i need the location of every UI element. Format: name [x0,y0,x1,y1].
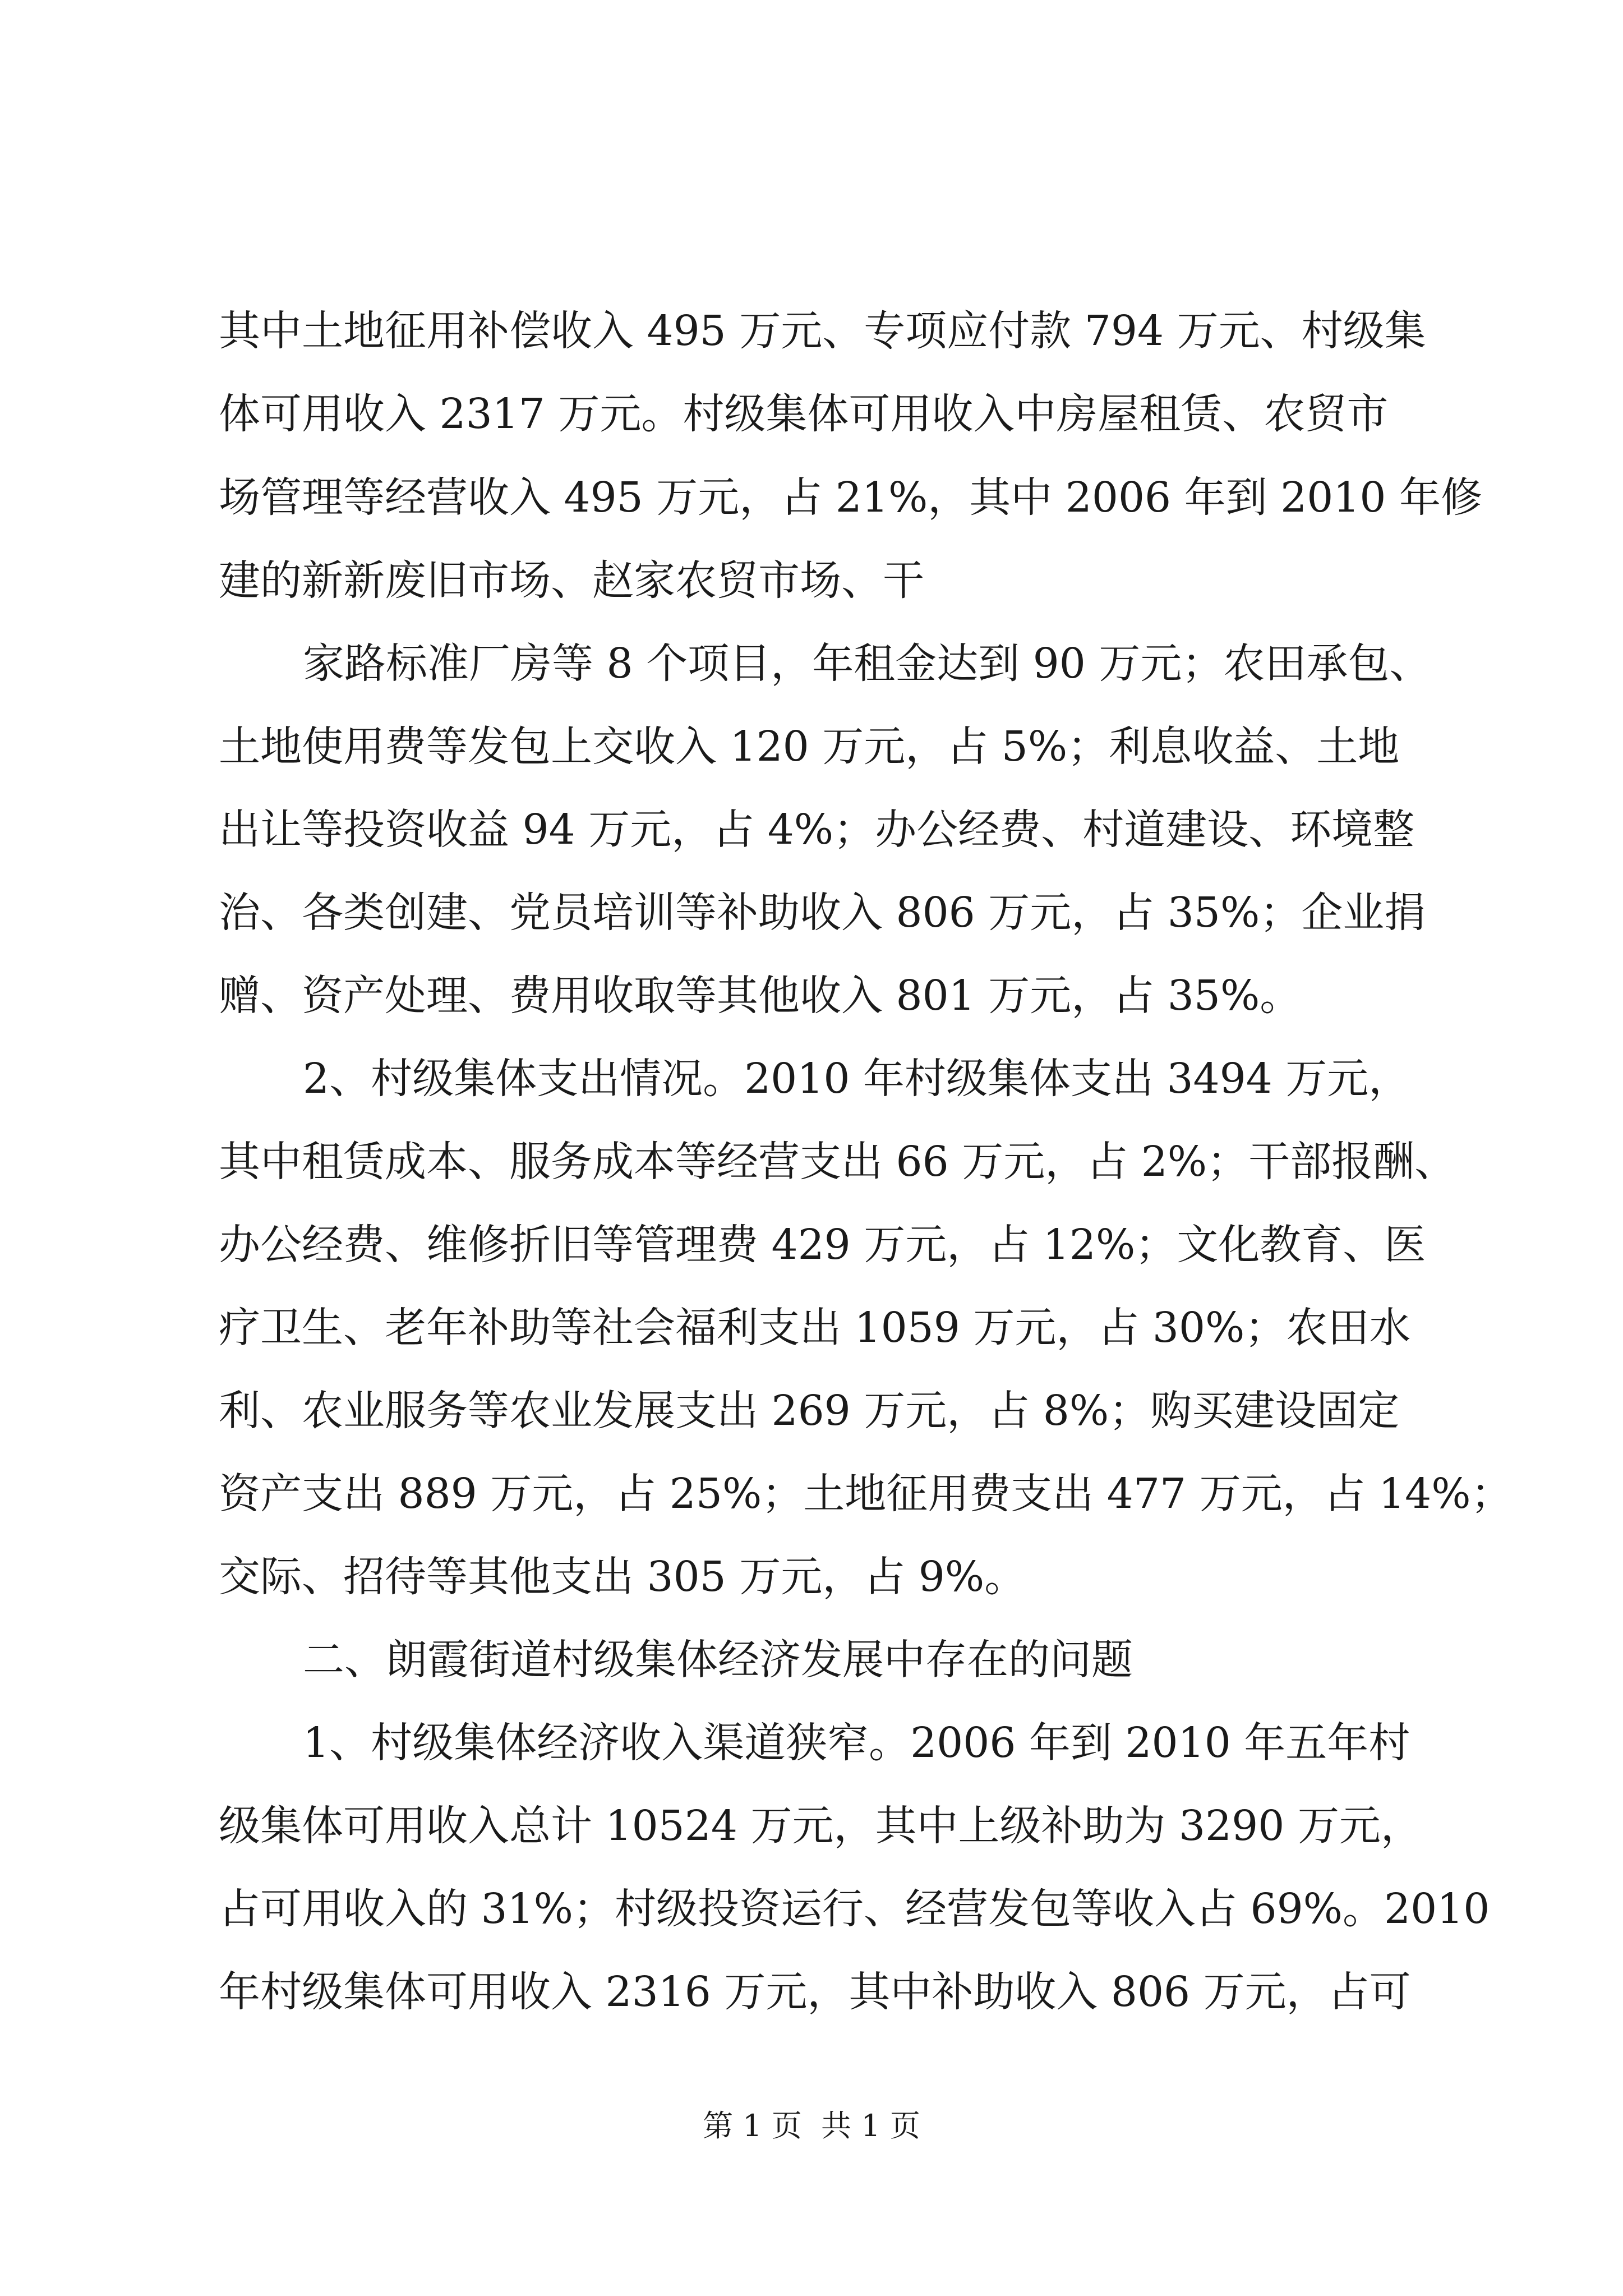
body-text-line: 场管理等经营收入 495 万元，占 21%，其中 2006 年到 2010 年修 [219,473,1483,522]
body-text-line: 办公经费、维修折旧等管理费 429 万元，占 12%；文化教育、医 [219,1221,1426,1269]
body-text-line: 资产支出 889 万元，占 25%；土地征用费支出 477 万元，占 14%； [219,1470,1513,1518]
body-text-line: 土地使用费等发包上交收入 120 万元，占 5%；利息收益、土地 [219,723,1400,771]
body-text-line: 1、村级集体经济收入渠道狭窄。2006 年到 2010 年五年村 [303,1719,1410,1767]
body-text-line: 交际、招待等其他支出 305 万元，占 9%。 [219,1553,1026,1601]
body-text-line: 其中土地征用补偿收入 495 万元、专项应付款 794 万元、村级集 [219,307,1426,355]
body-text-line: 其中租赁成本、服务成本等经营支出 66 万元，占 2%；干部报酬、 [219,1138,1456,1186]
body-text-line: 占可用收入的 31%；村级投资运行、经营发包等收入占 69%。2010 [219,1885,1490,1933]
body-text-line: 建的新新废旧市场、赵家农贸市场、干 [219,556,924,605]
body-text-line: 级集体可用收入总计 10524 万元，其中上级补助为 3290 万元， [219,1802,1422,1850]
body-text-line: 赠、资产处理、费用收取等其他收入 801 万元，占 35%。 [219,972,1302,1020]
body-text-line: 体可用收入 2317 万元。村级集体可用收入中房屋租赁、农贸市 [219,390,1389,438]
section-heading: 二、朗霞街道村级集体经济发展中存在的问题 [303,1636,1133,1684]
body-text-line: 治、各类创建、党员培训等补助收入 806 万元，占 35%；企业捐 [219,889,1426,937]
body-text-line: 2、村级集体支出情况。2010 年村级集体支出 3494 万元， [303,1055,1410,1103]
body-text-line: 疗卫生、老年补助等社会福利支出 1059 万元，占 30%；农田水 [219,1304,1411,1352]
body-text-line: 出让等投资收益 94 万元，占 4%；办公经费、村道建设、环境整 [219,806,1415,854]
body-text-line: 年村级集体可用收入 2316 万元，其中补助收入 806 万元，占可 [219,1968,1411,2016]
page-footer: 第 1 页 共 1 页 [703,2108,920,2143]
body-text-line: 家路标准厂房等 8 个项目，年租金达到 90 万元；农田承包、 [303,639,1431,688]
body-text-line: 利、农业服务等农业发展支出 269 万元，占 8%；购买建设固定 [219,1387,1400,1435]
